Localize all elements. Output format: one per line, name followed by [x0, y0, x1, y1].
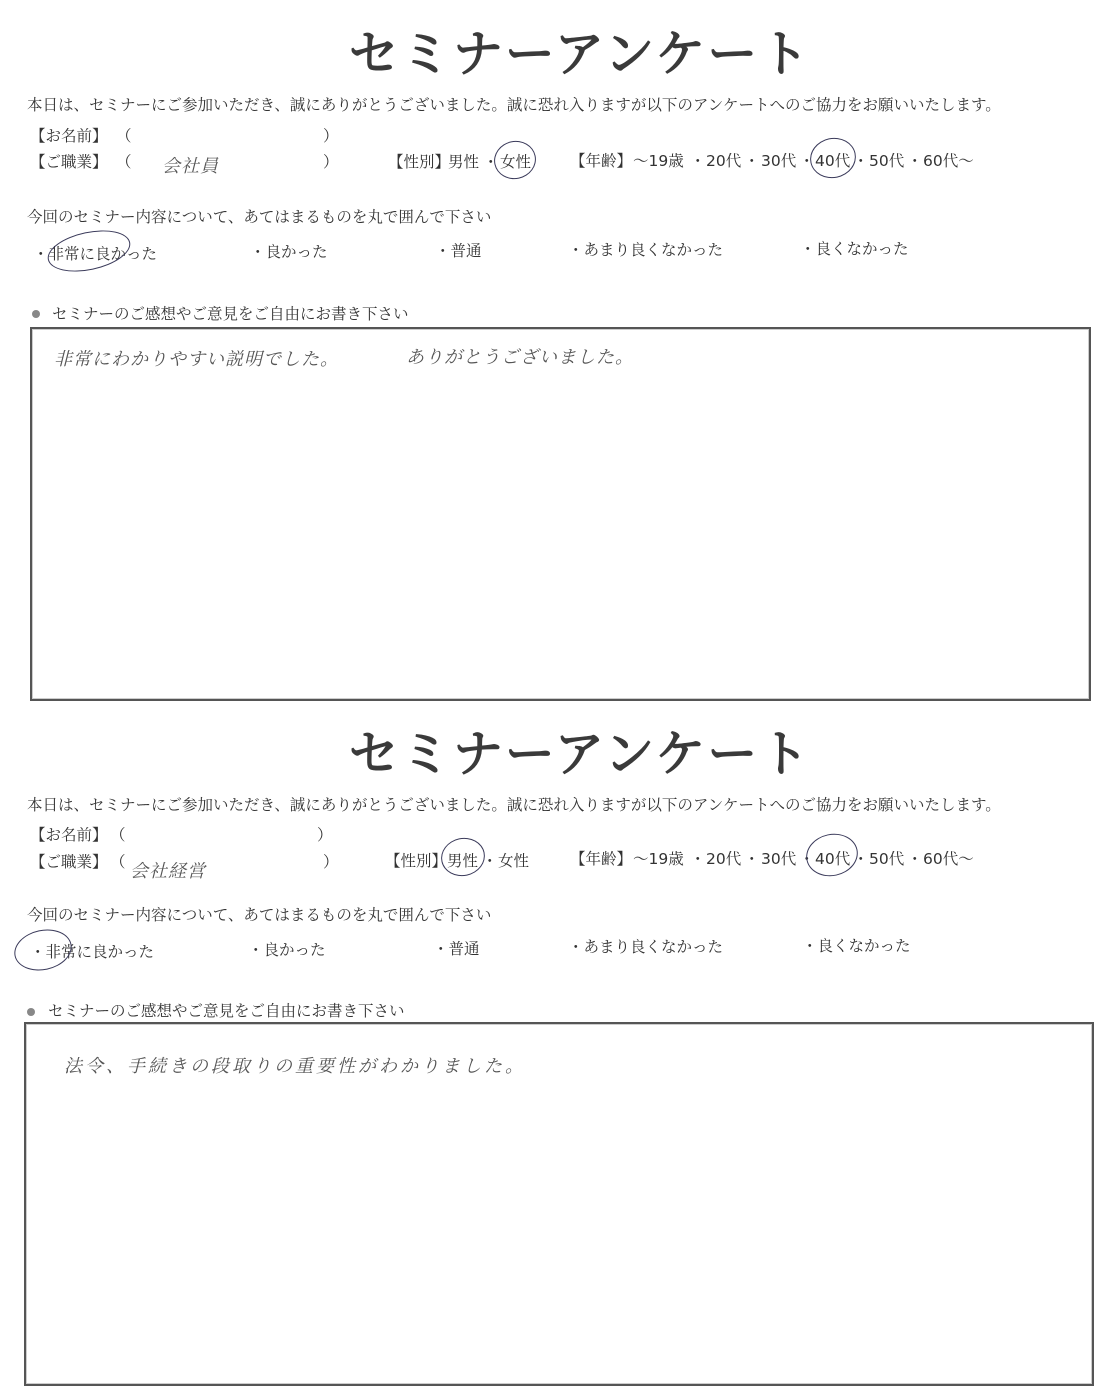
job-label: 【ご職業】	[30, 853, 108, 871]
gender-sep: ・	[483, 153, 499, 171]
rating-option-not-very-good: ・あまり良くなかった	[568, 241, 724, 259]
gender-selection-circle	[438, 834, 489, 880]
age-sep: ・	[799, 152, 815, 170]
rating-selection-circle	[44, 224, 134, 279]
job-label: 【ご職業】	[30, 153, 108, 171]
bullet-icon	[32, 310, 40, 318]
age-option: 30代	[761, 152, 797, 170]
name-paren-close: ）	[323, 127, 339, 145]
age-sep: ・	[853, 850, 869, 868]
job-handwritten-value: 会社員	[162, 156, 219, 177]
rating-option-very-good: ・非常に良かった	[33, 245, 158, 263]
form-title: セミナーアンケート	[348, 725, 812, 783]
gender-option-female: 女性	[500, 153, 532, 171]
rating-question: 今回のセミナー内容について、あてはまるものを丸で囲んで下さい	[27, 906, 492, 924]
age-sep: ・	[853, 152, 869, 170]
intro-text: 本日は、セミナーにご参加いただき、誠にありがとうございました。誠に恐れ入りますが以下のアンケートへのご協力をお願いいたします。	[27, 96, 1001, 114]
age-option: 40代	[815, 850, 851, 868]
intro-text: 本日は、セミナーにご参加いただき、誠にありがとうございました。誠に恐れ入りますが以下のアンケートへのご協力をお願いいたします。	[27, 796, 1001, 814]
gender-option-male: 男性	[448, 153, 480, 171]
job-paren-open: （	[110, 853, 126, 871]
rating-option-very-good: ・非常に良かった	[30, 943, 155, 961]
age-option: 60代～	[923, 152, 974, 170]
rating-option-good: ・良かった	[250, 243, 328, 261]
job-paren-open: （	[116, 153, 132, 171]
gender-sep: ・	[482, 852, 498, 870]
name-label: 【お名前】	[30, 826, 108, 844]
age-sep: ・	[799, 850, 815, 868]
age-option: 30代	[761, 850, 797, 868]
age-sep: ・	[690, 152, 706, 170]
rating-option-bad: ・良くなかった	[800, 240, 909, 258]
age-sep: ・	[690, 850, 706, 868]
age-option: 40代	[815, 152, 851, 170]
comment-handwritten-text: 法令、手続きの段取りの重要性がわかりました。	[64, 1056, 526, 1077]
name-label: 【お名前】	[30, 127, 108, 145]
age-option: 50代	[869, 152, 905, 170]
rating-option-normal: ・普通	[435, 242, 482, 260]
rating-option-not-very-good: ・あまり良くなかった	[568, 938, 724, 956]
form-title: セミナーアンケート	[348, 25, 812, 83]
age-label: 【年齢】	[570, 152, 633, 170]
gender-option-male: 男性	[447, 852, 479, 870]
age-option: ～19歳	[633, 850, 684, 868]
rating-option-good: ・良かった	[248, 941, 326, 959]
comment-handwritten-text: 非常にわかりやすい説明でした。	[54, 349, 339, 370]
gender-selection-circle	[491, 137, 540, 183]
job-paren-close: ）	[323, 153, 339, 171]
age-sep: ・	[744, 850, 760, 868]
comment-prompt: セミナーのご感想やご意見をご自由にお書き下さい	[48, 1002, 405, 1020]
rating-selection-circle	[10, 924, 75, 975]
gender-label: 【性別】	[388, 153, 451, 171]
bullet-icon	[27, 1008, 35, 1016]
gender-option-female: 女性	[498, 852, 530, 870]
comment-handwritten-text: ありがとうございました。	[406, 347, 634, 368]
job-paren-close: ）	[323, 853, 339, 871]
name-paren-open: （	[110, 826, 126, 844]
rating-option-normal: ・普通	[433, 940, 480, 958]
rating-question: 今回のセミナー内容について、あてはまるものを丸で囲んで下さい	[27, 208, 492, 226]
job-handwritten-value: 会社経営	[130, 861, 206, 882]
age-option: 60代～	[923, 850, 974, 868]
age-option: 20代	[706, 850, 742, 868]
name-paren-open: （	[116, 127, 132, 145]
age-label: 【年齢】	[570, 850, 633, 868]
comment-box	[24, 1022, 1094, 1386]
age-selection-circle	[802, 829, 862, 881]
age-option: 20代	[706, 152, 742, 170]
age-option: 50代	[869, 850, 905, 868]
rating-option-bad: ・良くなかった	[802, 937, 911, 955]
name-paren-close: ）	[317, 826, 333, 844]
gender-label: 【性別】	[385, 852, 448, 870]
age-option: ～19歳	[633, 152, 684, 170]
age-sep: ・	[907, 152, 923, 170]
age-selection-circle	[806, 134, 859, 183]
age-sep: ・	[907, 850, 923, 868]
age-sep: ・	[744, 152, 760, 170]
comment-box	[30, 327, 1091, 701]
comment-prompt: セミナーのご感想やご意見をご自由にお書き下さい	[52, 305, 409, 323]
